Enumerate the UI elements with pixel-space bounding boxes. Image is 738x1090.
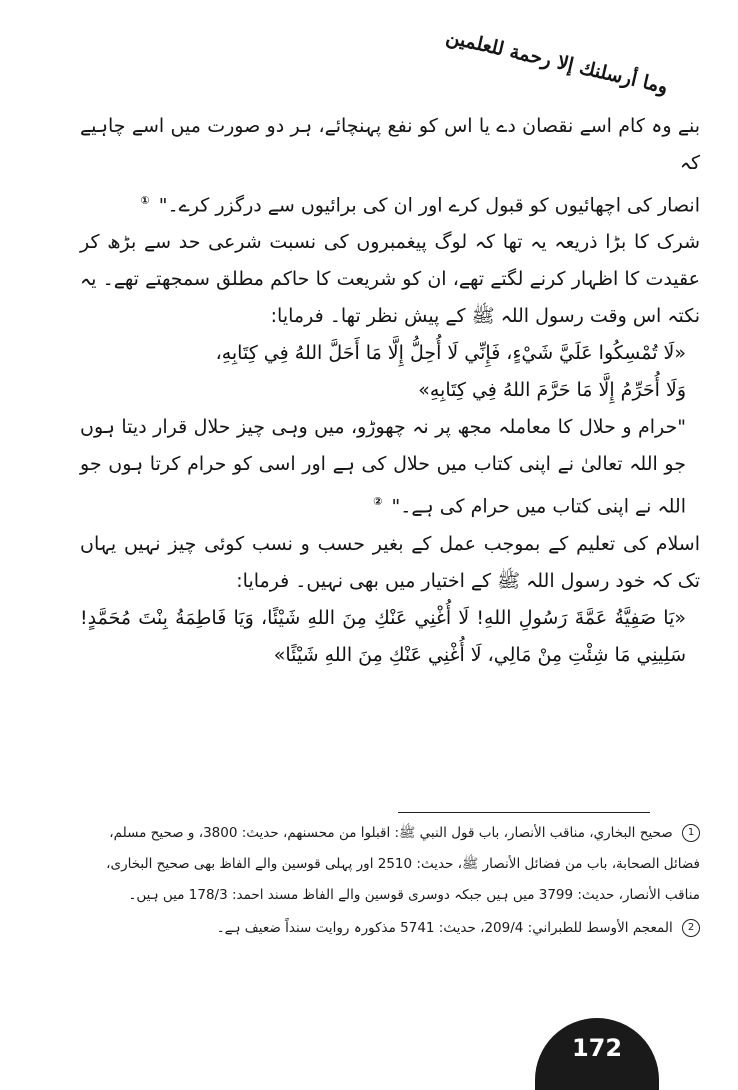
footnote-ref-2[interactable]: ②: [373, 495, 383, 509]
footnote-1: [80, 818, 700, 911]
paragraph-1-line-1: بنے وہ کام اسے نقصان دے یا اس کو نفع پہنچائے، ہر دو صورت میں اسے چاہیے کہ: [80, 115, 700, 174]
page-number: 172: [571, 1034, 623, 1062]
main-text: [80, 108, 700, 674]
footnotes: [80, 818, 700, 946]
footnote-ref-1[interactable]: ①: [140, 194, 150, 207]
paragraph-1-line-2: انصار کی اچھائیوں کو قبول کرے اور ان کی برائیوں سے درگزر کرے۔": [158, 194, 700, 217]
arabic-hadith-1-line-2: وَلَا أُحَرِّمُ إِلَّا مَا حَرَّمَ اللهُ فِي كِتَابِهِ»: [418, 379, 686, 402]
footnote-1-text: صحيح البخاري، مناقب الأنصار، باب قول النبي ﷺ: اقبلوا من محسنهم، حديث: 3800، و صحيح مسلم، فضائل الصحابة، باب من فضائل الأنصار ﷺ، حديث: 2510 اور پہلی قوسین والے الفاظ بھی صحیح البخاری، مناقب الأنصار، حديث: 3799 میں ہیں جبکہ دوسری قوسین والے الفاظ مسند احمد: 178/3 میں ہیں۔: [106, 825, 700, 903]
translation-1: [80, 409, 700, 525]
arabic-hadith-1: [80, 335, 700, 409]
footnote-1-number: 1: [682, 824, 700, 842]
paragraph-2: شرک کا بڑا ذریعہ یہ تھا کہ لوگ پیغمبروں کی نسبت شرعی حد سے بڑھ کر عقیدت کا اظہار کرنے لگتے تھے، ان کو شریعت کا حاکم مطلق سمجھتے تھے۔ یہ نکتہ اس وقت رسول اللہ ﷺ کے پیش نظر تھا۔ فرمایا:: [80, 231, 700, 328]
running-header: وما أرسلنك إلا رحمة للعلمين: [443, 25, 671, 99]
arabic-hadith-2: «يَا صَفِيَّةُ عَمَّةَ رَسُولِ اللهِ! لَا أُغْنِي عَنْكِ مِنَ اللهِ شَيْئًا، وَيَا فَاطِمَةُ بِنْتَ مُحَمَّدٍ! سَلِينِي مَا شِئْتِ مِنْ مَالِي، لَا أُغْنِي عَنْكِ مِنَ اللهِ شَيْئًا»: [80, 606, 686, 666]
footnote-2-number: 2: [682, 919, 700, 937]
footnote-2: [80, 913, 700, 944]
paragraph-1: [80, 108, 700, 224]
footnote-2-text: المعجم الأوسط للطبراني: 209/4، حديث: 5741 مذکورہ روایت سنداً ضعیف ہے۔: [216, 920, 673, 936]
arabic-hadith-1-line-1: «لَا تُمْسِكُوا عَلَيَّ شَيْءٍ، فَإِنِّي لَا أُحِلُّ إِلَّا مَا أَحَلَّ اللهُ فِي كِتَابِهِ،: [215, 342, 686, 365]
translation-1-text: "حرام و حلال کا معاملہ مجھ پر نہ چھوڑو، میں وہی چیز حلال قرار دیتا ہوں جو اللہ تعالیٰ نے اپنی کتاب میں حلال کی ہے اور اسی کو حرام کرتا ہوں جو اللہ نے اپنی کتاب میں حرام کی ہے۔": [80, 416, 686, 518]
footnote-divider: [398, 812, 650, 813]
paragraph-3: اسلام کی تعلیم کے بموجب عمل کے بغیر حسب و نسب کوئی چیز نہیں یہاں تک کہ خود رسول اللہ ﷺ کے اختیار میں بھی نہیں۔ فرمایا:: [80, 532, 700, 592]
